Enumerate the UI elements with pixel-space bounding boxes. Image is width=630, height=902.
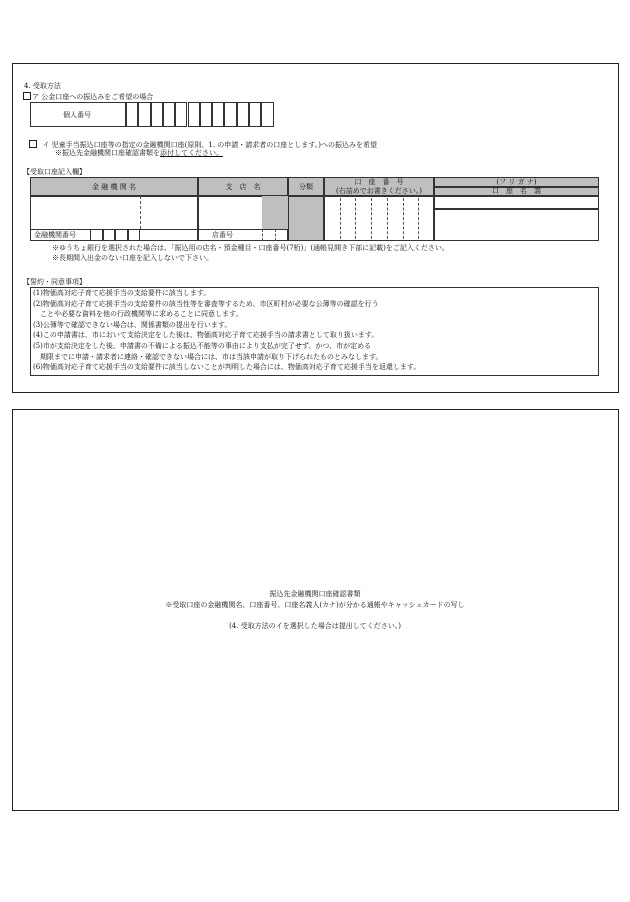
holder-name-input[interactable]	[434, 209, 599, 241]
pledge-item: 期限までに申請・請求者に連絡・確認できない場合には、市は当該申請が取り下げられたものとみなします。	[33, 352, 383, 361]
col-holder-label: 口 座 名 義	[492, 187, 541, 195]
mynumber-digit-cell[interactable]	[175, 102, 187, 127]
bank-code-digit[interactable]	[115, 229, 128, 241]
option-b-note: ※振込先金融機関口座確認書類を添付してください。	[55, 149, 223, 157]
mynumber-digit-cell[interactable]	[151, 102, 163, 127]
yucho-note: ※ゆうちょ銀行を選択された場合は、「振込用の店名・預金種目・口座番号(7桁)」(通帳見開き下部に記載)をご記入ください。	[52, 244, 449, 252]
bank-code-digit[interactable]	[90, 229, 103, 241]
attach-instruction: 添付してください。	[160, 149, 223, 157]
option-a-checkbox[interactable]	[23, 92, 31, 100]
col-branch-label: 支 店 名	[225, 183, 261, 191]
pledge-list	[33, 289, 420, 374]
mynumber-digit-cell[interactable]	[249, 102, 261, 127]
col-bank-label: 金 融 機 関 名	[92, 183, 136, 191]
attachment-note: (4. 受取方法のイを選択した場合は提出してください。)	[229, 622, 401, 630]
option-b-label: イ 児童手当振込口座等の指定の金融機関口座(原則、1. の申請・請求者の口座とします。)への振込みを希望	[42, 141, 377, 149]
bank-code-digit[interactable]	[128, 229, 141, 241]
attachment-desc: ※受取口座の金融機関名、口座番号、口座名義人(カナ)が分かる通帳やキャッシュカードの写し	[165, 601, 465, 609]
pledge-item: (5)市が支給決定をした後、申請書の不備による振込不能等の事由により支払が完了せず、かつ、市が定める	[33, 341, 372, 350]
mynumber-label: 個人番号	[63, 111, 91, 119]
furigana-input[interactable]	[434, 196, 599, 209]
dormant-note: ※長期間入出金のない口座を記入しないで下さい。	[52, 254, 213, 262]
pledge-item: (6)物価高対応子育て応援手当の支給要件に該当しないことが判明した場合には、物価高対応子育て応援手当を返還します。	[33, 363, 421, 372]
mynumber-digit-cell[interactable]	[237, 102, 249, 127]
mynumber-digit-cell[interactable]	[138, 102, 150, 127]
account-digit-divider	[340, 198, 341, 239]
pledge-item: (2)物価高対応子育て応援手当の支給要件の該当性等を審査等するため、市区町村が必要な公簿等の確認を行う	[33, 299, 379, 308]
mynumber-digit-cell[interactable]	[126, 102, 138, 127]
account-type-input[interactable]	[288, 196, 324, 241]
pledge-item: (4)この申請書は、市において支給決定をした後は、物価高対応子育て応援手当の請求書として取り扱います。	[33, 331, 379, 340]
bank-code-label: 金融機関番号	[34, 231, 76, 239]
pledge-label: 【誓約・同意事項】	[23, 278, 86, 286]
attachment-area[interactable]	[12, 409, 619, 811]
col-type-label: 分類	[299, 183, 313, 191]
account-digit-divider	[403, 198, 404, 239]
mynumber-digit-cell[interactable]	[163, 102, 175, 127]
bank-code-digit[interactable]	[103, 229, 116, 241]
attachment-title: 振込先金融機関口座確認書類	[269, 590, 361, 598]
col-number-label: 口 座 番 号	[354, 178, 404, 186]
account-digit-divider	[387, 198, 388, 239]
account-section-label: 【受取口座記入欄】	[23, 168, 86, 176]
mynumber-digit-cell[interactable]	[224, 102, 236, 127]
pledge-item: (3)公簿等で確認できない場合は、関係書類の提出を行います。	[33, 320, 232, 329]
branch-shade	[262, 196, 288, 229]
bank-divider	[140, 196, 141, 229]
mynumber-digit-cell[interactable]	[261, 102, 273, 127]
account-digit-divider	[371, 198, 372, 239]
section-heading: 4. 受取方法	[24, 82, 61, 90]
pledge-item: ことや必要な資料を他の行政機関等に求めることに同意します。	[33, 310, 243, 319]
mynumber-digit-cell[interactable]	[188, 102, 200, 127]
option-a-row	[23, 92, 153, 102]
mynumber-digit-cell[interactable]	[212, 102, 224, 127]
col-furigana-label: (フ リ ガ ナ)	[496, 178, 537, 186]
pledge-item: (1)物価高対応子育て応援手当の支給要件に該当します。	[33, 289, 211, 297]
option-a-label: ア 公金口座への振込みをご希望の場合	[32, 93, 154, 101]
branch-code-divider-1	[262, 229, 263, 241]
option-b-checkbox[interactable]	[29, 140, 37, 148]
branch-code-label: 店番号	[212, 231, 233, 239]
mynumber-digit-cell[interactable]	[200, 102, 212, 127]
col-number-sublabel: (右詰めでお書きください。)	[336, 187, 422, 195]
branch-code-divider-2	[275, 229, 276, 241]
account-digit-divider	[418, 198, 419, 239]
account-digit-divider	[355, 198, 356, 239]
